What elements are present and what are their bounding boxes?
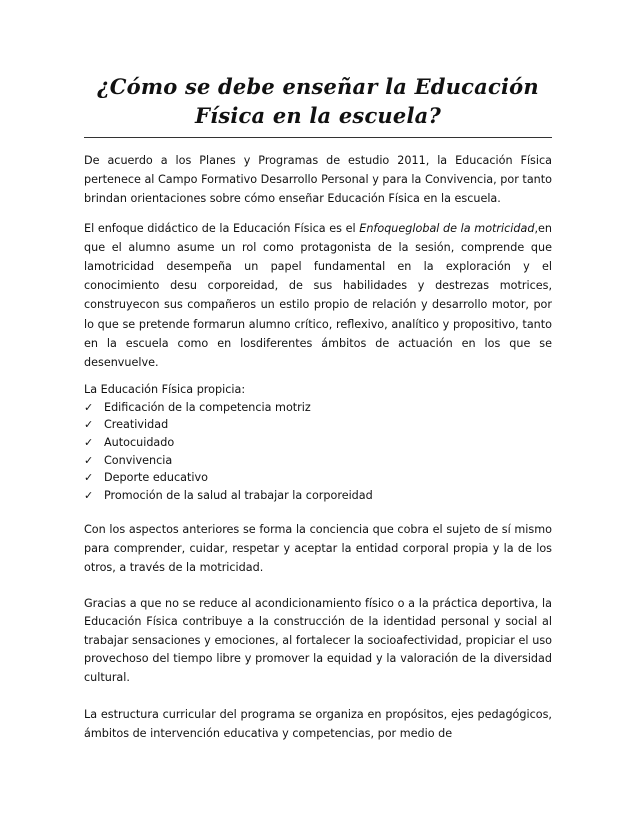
paragraph-approach-rest: ,en que el alumno asume un rol como protagonista de la sesión, comprende que lamotricidad desempeña un papel fundamental en la exploración y el conocimiento desu corporeidad, de sus habilidades y destrezas motrices, construyecon sus compañeros un estilo propio de relación y desarrollo motor, por lo que se pretende formarun alumno crítico, reflexivo, analítico y propositivo, tanto en la escuela como en losdiferentes ámbitos de actuación en los que se desenvuelve. [84,221,552,370]
list-item [84,434,552,452]
list-item [84,416,552,434]
benefits-list [84,399,552,505]
check-icon: ✓ [84,453,94,467]
list-item [84,487,552,505]
paragraph-approach-emphasis: Enfoqueglobal de la motricidad [359,221,535,235]
paragraph-approach [84,219,552,373]
list-item [84,469,552,487]
list-item-label: Promoción de la salud al trabajar la corporeidad [104,488,373,502]
paragraph-identity: Gracias a que no se reduce al acondicionamiento físico o a la práctica deportiva, la Educación Física contribuye a la construcción de la identidad personal y social al trabajar sensaciones y emociones, al fortalecer la socioafectividad, propiciar el uso provechoso del tiempo libre y promover la equidad y la valoración de la diversidad cultural. [84,596,552,685]
check-icon: ✓ [84,418,94,432]
list-item [84,399,552,417]
paragraph-structure: La estructura curricular del programa se organiza en propósitos, ejes pedagógicos, ámbitos de intervención educativa y competencias, por medio de [84,707,552,741]
list-item-label: Convivencia [104,453,173,467]
document-title: ¿Cómo se debe enseñar la Educación Física en la escuela? [97,74,539,128]
list-item-label: Autocuidado [104,435,175,449]
paragraph-approach-start: El enfoque didáctico de la Educación Física es el [84,221,360,235]
list-intro: La Educación Física propicia: [84,383,246,397]
list-item-label: Deporte educativo [104,471,208,485]
document-page [84,0,552,744]
check-icon: ✓ [84,400,94,414]
check-icon: ✓ [84,435,94,449]
check-icon: ✓ [84,471,94,485]
list-item-label: Edificación de la competencia motriz [104,400,311,414]
paragraph-plans: De acuerdo a los Planes y Programas de estudio 2011, la Educación Física pertenece al Campo Formativo Desarrollo Personal y para la Convivencia, por tanto brindan orientaciones sobre cómo enseñar Educación Física en la escuela. [84,154,552,206]
list-item [84,452,552,470]
paragraph-awareness: Con los aspectos anteriores se forma la conciencia que cobra el sujeto de sí mismo para comprender, cuidar, respetar y aceptar la entidad corporal propia y la de los otros, a través de la motricidad. [84,523,552,574]
check-icon: ✓ [84,488,94,502]
list-item-label: Creatividad [104,418,169,432]
title-divider [84,137,552,138]
